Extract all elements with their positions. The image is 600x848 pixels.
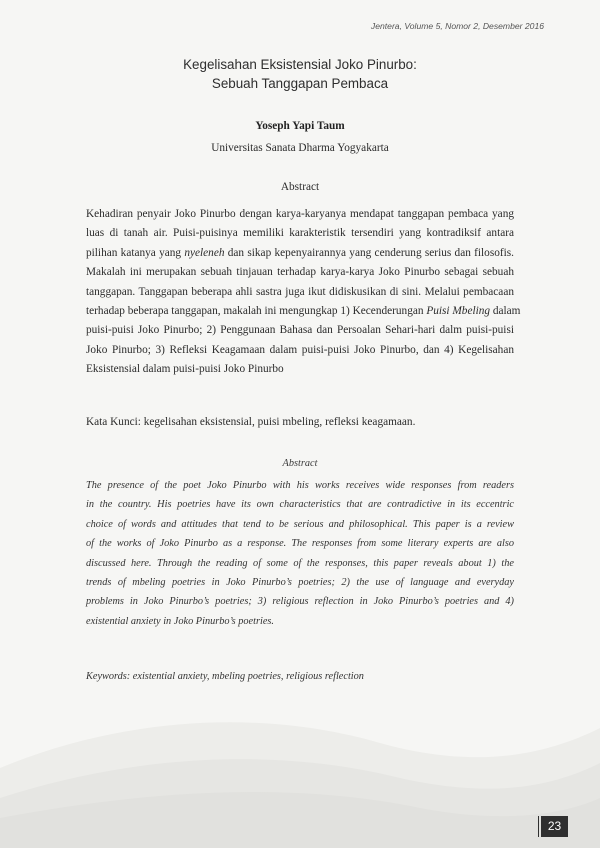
article-title [0, 55, 600, 93]
italic-term: nyeleneh [184, 246, 225, 259]
abstract-line: problems in Joko Pinurbo’s poetries; 3) religious reflection in Joko Pinurbo’s poetries and 4) [86, 596, 514, 608]
abstract-line: trends of mbeling poetries in Joko Pinurbo’s poetries; 2) the use of language and everyday [86, 577, 514, 589]
abstract-line: Kehadiran penyair Joko Pinurbo dengan karya-karyanya mendapat tanggapan pembaca yang [86, 208, 514, 220]
abstract-line: luas di tanah air. Puisi-puisinya memiliki karakteristik tersendiri yang kontradiksif antara [86, 227, 514, 240]
keywords-line: Kata Kunci: kegelisahan eksistensial, puisi mbeling, refleksi keagamaan. [86, 416, 416, 428]
keywords-en [86, 667, 514, 686]
journal-header: Jentera, Volume 5, Nomor 2, Desember 2016 [370, 21, 544, 31]
title-line-2: Sebuah Tanggapan Pembaca [211, 76, 389, 91]
keywords-line: Keywords: existential anxiety, mbeling poetries, religious reflection [86, 671, 364, 682]
abstract-line: in the country. His poetries have its own characteristics that are contradictive in its eccentric [86, 499, 514, 511]
page-number: 23 [541, 816, 568, 837]
abstract-line: The presence of the poet Joko Pinurbo with his works receives wide responses from readers [86, 480, 514, 491]
title-line-1: Kegelisahan Eksistensial Joko Pinurbo: [183, 57, 417, 72]
abstract-line: choice of words and attitudes that tend to be serious and philosophical. This paper is a review [86, 518, 514, 530]
abstract-body-en [86, 476, 514, 631]
italic-term: Puisi Mbeling [426, 305, 491, 318]
page-number-rule [538, 816, 539, 837]
abstract-line: of the works of Joko Pinurbo as a response. The responses from some literary experts are also [86, 538, 514, 550]
abstract-line: puisi-puisi Joko Pinurbo; 2) Penggunaan Bahasa dan Persoalan Sehari-hari dalm puisi-puisi [86, 324, 514, 337]
abstract-line: discussed here. Through the reading of some of the responses, this paper reveals about 1) the [86, 557, 514, 569]
abstract-line: Joko Pinurbo; 3) Refleksi Keagamaan dalam puisi-puisi Joko Pinurbo, dan 4) Kegelisahan [86, 343, 514, 356]
abstract-line: existential anxiety in Joko Pinurbo’s poetries. [86, 615, 274, 627]
author-name: Yoseph Yapi Taum [255, 120, 345, 132]
author-affiliation: Universitas Sanata Dharma Yogyakarta [211, 142, 389, 154]
abstract-line: pilihan katanya yang nyeleneh dan sikap kepenyairannya yang cenderung serius dan filosofis. [86, 246, 514, 259]
abstract-heading-id: Abstract [280, 181, 320, 193]
abstract-line: Eksistensial dalam puisi-puisi Joko Pinurbo [86, 363, 284, 376]
abstract-body-id [86, 205, 521, 380]
abstract-line: tanggapan. Tanggapan beberapa ahli sastra juga ikut didiskusikan di sini. Melalui pembacaan [86, 285, 514, 298]
keywords-id [86, 413, 514, 432]
abstract-heading-en: Abstract [282, 458, 318, 469]
abstract-line: terhadap beberapa tanggapan, makalah ini mengungkap 1) Kecenderungan Puisi Mbeling dalam [86, 305, 521, 318]
abstract-line: Makalah ini merupakan sebuah tinjauan terhadap karya-karya Joko Pinurbo sebagai sebuah [86, 266, 514, 279]
